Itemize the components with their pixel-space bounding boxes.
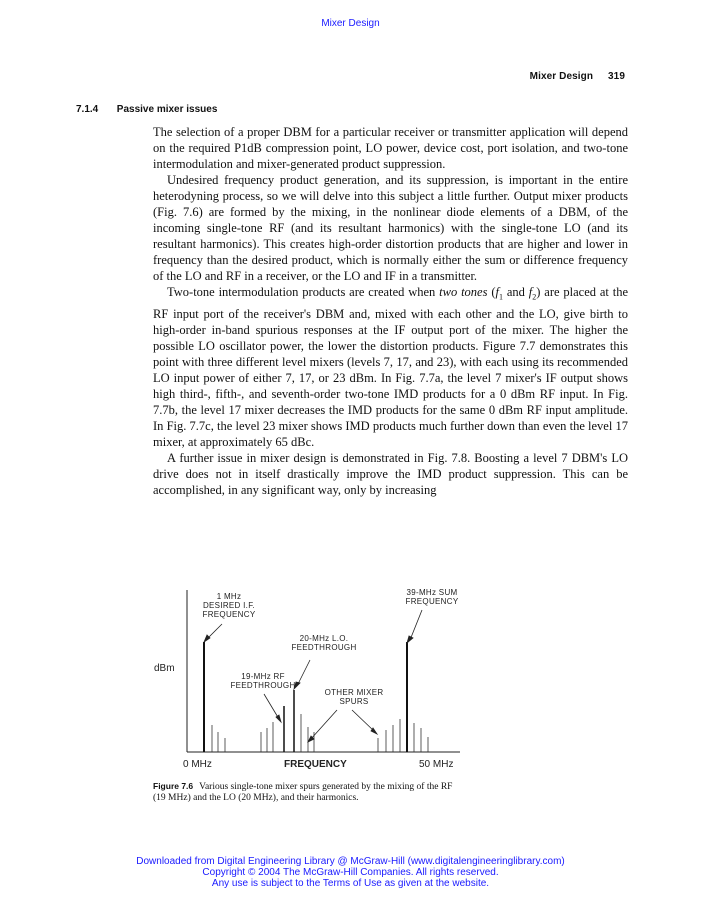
footer-terms[interactable]: Any use is subject to the Terms of Use as given at the website. xyxy=(211,878,490,889)
section-heading xyxy=(76,104,217,115)
desired-if-label: 1 MHz DESIRED I.F. FREQUENCY xyxy=(202,592,256,619)
x-axis-start-label: 0 MHz xyxy=(183,759,212,770)
footer-copyright[interactable]: Copyright © 2004 The McGraw-Hill Companies. All rights reserved. xyxy=(202,867,499,878)
page-number: 319 xyxy=(608,71,625,82)
y-axis-label: dBm xyxy=(154,663,175,674)
lo-feedthrough-label: 20-MHz L.O. FEEDTHROUGH xyxy=(291,634,357,652)
footer-download-link[interactable]: Downloaded from Digital Engineering Library @ McGraw-Hill (www.digitalengineeringlibrary.com) xyxy=(136,856,565,867)
section-number: 7.1.4 xyxy=(76,104,99,115)
running-head-title: Mixer Design xyxy=(529,71,594,82)
other-spurs-label: OTHER MIXER SPURS xyxy=(324,688,384,706)
section-title: Passive mixer issues xyxy=(116,104,218,115)
figure-caption xyxy=(153,781,453,804)
x-axis-end-label: 50 MHz xyxy=(419,759,454,770)
figure-7-6 xyxy=(152,582,472,777)
x-axis-title: FREQUENCY xyxy=(284,759,347,770)
top-link[interactable]: Mixer Design xyxy=(321,18,380,29)
caption-number: Figure 7.6 xyxy=(153,781,194,791)
sum-frequency-label: 39-MHz SUM FREQUENCY xyxy=(405,588,459,606)
body-text xyxy=(153,124,628,498)
paragraph: A further issue in mixer design is demonstrated in Fig. 7.8. Boosting a level 7 DBM's LO drive does not in itself drastically improve the IMD product suppression. This can be accomplished, in any significant way, only by increasing xyxy=(153,450,628,497)
paragraph: Two-tone intermodulation products are created when two tones ($f_1$ and $f_2$) are placed at the RF input port of the receiver's DBM and, mixed with each other and the LO, give birth to high-order in-band spurious responses at the IF output port of the mixer. The higher the possible LO oscillator power, the lower the distortion products. Figure 7.7 demonstrates this point with three different level mixers (levels 7, 17, and 23), with each using its recommended LO input power of either 7, 17, or 23 dBm. In Fig. 7.7a, the level 7 mixer's IF output shows high third-, fifth-, and seventh-order two-tone IMD products for a 0 dBm RF input. In Fig. 7.7b, the level 17 mixer decreases the IMD products for the same 0 dBm RF input amplitude. In Fig. 7.7c, the level 23 mixer shows IMD products much further down than even the level 17 mixer, at approximately 65 dBc. xyxy=(153,285,629,449)
running-head xyxy=(530,71,625,82)
rf-feedthrough-label: 19-MHz RF FEEDTHROUGH xyxy=(230,672,296,690)
paragraph: The selection of a proper DBM for a particular receiver or transmitter application will depend on the required P1dB compression point, LO power, device cost, port isolation, and two-tone intermodulation and mixer-generated product suppression. xyxy=(153,125,628,171)
caption-text: Various single-tone mixer spurs generated by the mixing of the RF (19 MHz) and the LO (20 MHz), and their harmonics. xyxy=(153,782,453,803)
paragraph: Undesired frequency product generation, and its suppression, is important in the entire heterodyning process, so we will delve into this subject a little further. Output mixer products (Fig. 7.6) are formed by the mixing, in the nonlinear diode elements of a DBM, of the incoming single-tone RF (and its resultant harmonics) with the single-tone LO (and its resultant harmonics). This creates high-order distortion products that are higher and lower in frequency than the desired product, which is normally either the sum or difference frequency of the LO and RF in a receiver, or the LO and IF in a transmitter. xyxy=(153,173,628,283)
spur-lines xyxy=(212,714,428,752)
